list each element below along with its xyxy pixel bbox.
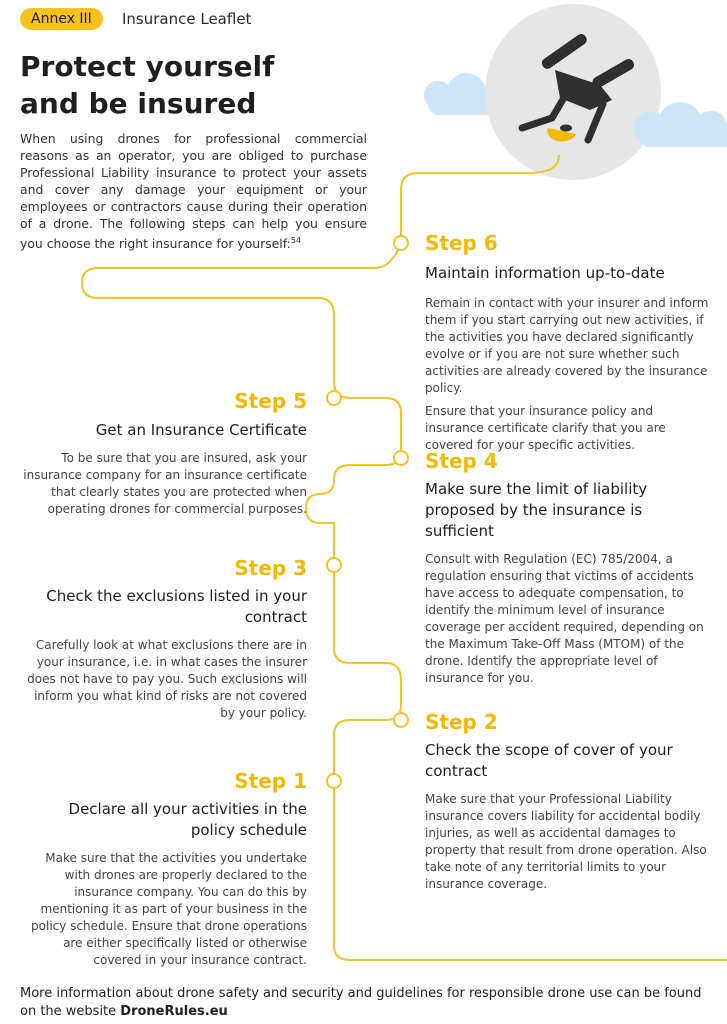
page-title [20,48,350,122]
annex-badge: Annex III [20,8,103,30]
step1-title: Step 1 [234,769,307,793]
step5-title: Step 5 [234,389,307,413]
step4-title: Step 4 [425,449,498,473]
step2-block [425,709,715,893]
step5-subtitle: Get an Insurance Certificate [95,421,307,439]
step3-body: Carefully look at what exclusions there are in your insurance, i.e. in what cases the insurer does not have to pay you. Such exclusions will inform you what kind of risks are not covered by your policy. [27,638,307,720]
footer-text: More information about drone safety and security and guidelines for responsible drone use can be found on the website [20,986,702,1019]
step6-block [425,230,715,454]
step2-body: Make sure that your Professional Liability insurance covers liability for accidental bodily injuries, as well as accidental damages to property that result from drone operation. Also take note of any territorial limits to your insurance coverage. [425,792,707,891]
step5-block [20,388,307,518]
step6-body: Remain in contact with your insurer and inform them if you start carrying out new activities, if the activities you have declared significantly evolve or if you are not sure whether such activities are already covered by the insurance policy. [425,296,709,395]
step5-body: To be sure that you are insured, ask your insurance company for an insurance certificate that clearly states you are protected when operating drones for commercial purposes. [23,451,307,516]
step4-body: Consult with Regulation (EC) 785/2004, a regulation ensuring that victims of accidents have access to adequate compensation, to identify the minimum level of insurance coverage per accident required, depending on the Maximum Take-Off Mass (MTOM) of the drone. Identify the appropriate level of insurance for you. [425,552,704,685]
intro-footnote: 54 [290,236,302,245]
step4-subtitle: Make sure the limit of liability proposed by the insurance is sufficient [425,480,648,540]
page-title-line1: Protect yourself [20,50,275,83]
step3-node [327,558,341,572]
step1-block [20,768,307,969]
step1-subtitle: Declare all your activities in the policy schedule [68,800,307,839]
step1-body: Make sure that the activities you undertake with drones are properly declared to the insurance company. You can do this by mentioning it as part of your business in the policy schedule. Ensure that drone operations are either specifically listed or otherwise covered in your insurance contract. [31,851,307,967]
step6-node [394,236,408,250]
leaflet-label: Insurance Leaflet [122,10,252,28]
step6-body-2: Ensure that your insurance policy and insurance certificate clarify that you are covered for your specific activities. [425,404,666,452]
step2-subtitle: Check the scope of cover of your contract [425,741,673,780]
step2-title: Step 2 [425,710,498,734]
step1-node [327,774,341,788]
step6-subtitle: Maintain information up-to-date [425,264,665,282]
step3-block [20,555,307,722]
step3-subtitle: Check the exclusions listed in your contract [46,587,307,626]
step6-title: Step 6 [425,231,498,255]
footer-note [20,985,720,1021]
step3-title: Step 3 [234,556,307,580]
step5-node [327,391,341,405]
intro-paragraph [20,130,367,252]
step4-block [425,448,715,687]
step2-node [394,713,408,727]
footer-link[interactable]: DroneRules.eu [120,1004,228,1019]
page-title-line2: and be insured [20,87,257,120]
step4-node [394,451,408,465]
intro-text: When using drones for professional commercial reasons as an operator, you are obliged to purchase Professional Liability insurance to protect your assets and cover any damage your equipment or your employees or contractors cause during their operation of a drone. The following steps can help you ensure you choose the right insurance for yourself: [20,131,367,252]
